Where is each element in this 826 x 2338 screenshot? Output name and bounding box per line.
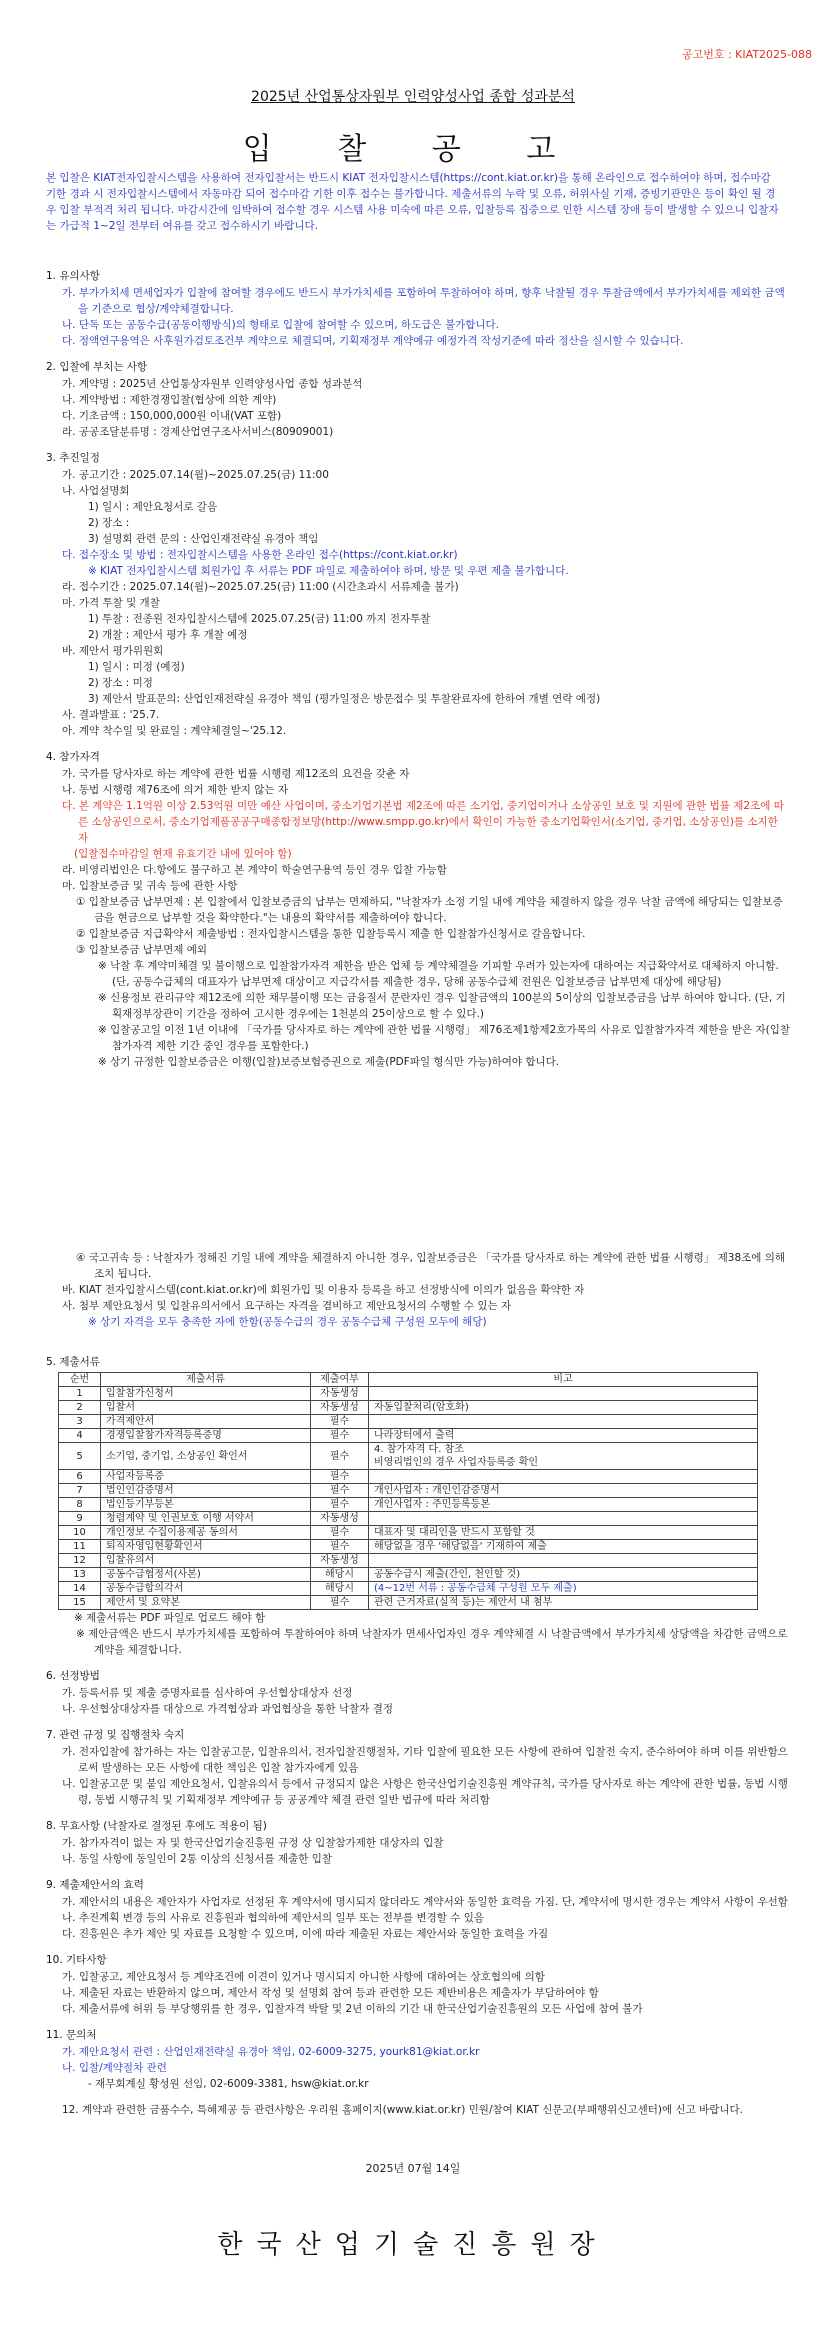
section-4-continued: [46, 1250, 791, 1330]
section-subitem: ③ 입찰보증금 납부면제 예외: [76, 944, 207, 956]
row-number-cell: 9: [59, 1512, 101, 1526]
remarks-cell: 자동입찰처리(암호화): [369, 1401, 758, 1415]
section-note: ※ 제출서류는 PDF 파일로 업로드 해야 함: [74, 1612, 266, 1624]
contact-item: 나. 입찰/계약절차 관련: [62, 2062, 167, 2074]
section-note: ※ KIAT 전자입찰시스템 회원가입 후 서류는 PDF 파일로 제출하여야 하며, 방문 및 우편 제출 불가합니다.: [88, 565, 569, 577]
document-name-cell: 청렴계약 및 인권보호 이행 서약서: [101, 1512, 311, 1526]
section-item: 아. 계약 착수일 및 완료일 : 계약체결일~'25.12.: [62, 725, 287, 737]
remarks-line: 비영리법인의 경우 사업자등록증 확인: [374, 1457, 539, 1468]
section-item: 가. 국가를 당사자로 하는 계약에 관한 법률 시행령 제12조의 요건을 갖춘 자: [62, 768, 410, 780]
remarks-cell: 개인사업자 : 개인인감증명서: [369, 1484, 758, 1498]
table-row: [59, 1512, 758, 1526]
section-note: (입찰접수마감일 현재 유효기간 내에 있어야 함): [74, 848, 292, 860]
section-item: 라. 접수기간 : 2025.07.14(월)~2025.07.25(금) 11:00 (시간초과시 서류제출 불가): [62, 581, 459, 593]
section-note: ※ 입찰공고일 이전 1년 이내에 「국가를 당사자로 하는 계약에 관한 법률 시행령」 제76조제1항제2호가목의 사유로 입찰참가자격 제한을 받은 자(입찰참가자격 제한 기간 중인 경우를 포함한다.): [98, 1024, 791, 1052]
remarks-cell: [369, 1415, 758, 1429]
notice-number: 공고번호 : KIAT2025-088: [681, 48, 812, 61]
remarks-cell: [369, 1443, 758, 1470]
section-item: 나. 동일 사항에 동일인이 2통 이상의 신청서를 제출한 입찰: [62, 1853, 333, 1865]
remarks-cell: [369, 1512, 758, 1526]
section-5: [46, 1354, 791, 1658]
table-row: [59, 1596, 758, 1610]
section-subitem: ② 입찰보증금 지급확약서 제출방법 : 전자입찰시스템을 통한 입찰등록시 제출 한 입찰참가신청서로 갈음합니다.: [76, 928, 586, 940]
section-item: 사. 결과발표 : '25.7.: [62, 709, 160, 721]
section-item: 사. 첨부 제안요청서 및 입찰유의서에서 요구하는 자격을 겸비하고 제안요청서의 수행할 수 있는 자: [62, 1300, 512, 1312]
column-header: 비고: [369, 1373, 758, 1387]
section-item: 나. 입찰공고문 및 붙임 제안요청서, 입찰유의서 등에서 규정되지 않은 사항은 한국산업기술진흥원 계약규칙, 국가를 당사자로 하는 계약에 관한 법률, 동법 시행령, 동법 시행규칙 및 기획재정부 계약예규 등 공공계약 체결 관련 일반 법규에 따라 처리함: [62, 1778, 788, 1806]
row-number-cell: 15: [59, 1596, 101, 1610]
table-row: [59, 1429, 758, 1443]
table-row: [59, 1470, 758, 1484]
table-row: [59, 1387, 758, 1401]
document-name-cell: 공동수급합의각서: [101, 1582, 311, 1596]
document-name-cell: 법인등기부등본: [101, 1498, 311, 1512]
issuer-name: 한국산업기술진흥원장: [217, 2230, 609, 2260]
section-block-bottom: [46, 1250, 791, 2118]
column-header: 제출여부: [311, 1373, 369, 1387]
section-subitem: 3) 설명회 관련 문의 : 산업인재전략실 유경아 책임: [88, 533, 319, 545]
submission-type-cell: 필수: [311, 1484, 369, 1498]
section-note: ※ 낙찰 후 계약미체결 및 불이행으로 입찰참가자격 제한을 받은 업체 등 계약체결을 기피할 우려가 있는자에 대하여는 지급확약서로 대체하지 아니함. (단, 공동수급체의 대표자가 납부면제 대상이고 지급각서를 제출한 경우, 당해 공동수급체 전원은 입찰보증금 납부면제 대상에 해당됨): [98, 960, 779, 988]
section-subitem: 1) 일시 : 미정 (예정): [88, 661, 185, 673]
section-note: ※ 상기 자격을 모두 충족한 자에 한함(공동수급의 경우 공동수급체 구성원 모두에 해당): [88, 1316, 487, 1328]
section-subitem: 1) 투찰 : 전종원 전자입찰시스템에 2025.07.25(금) 11:00 까지 전자투찰: [88, 613, 431, 625]
section-11: [46, 2027, 791, 2092]
submission-type-cell: 필수: [311, 1596, 369, 1610]
table-row: [59, 1582, 758, 1596]
section-item: 가. 부가가치세 면세업자가 입찰에 참여할 경우에도 반드시 부가가치세를 포함하여 투찰하여야 하며, 향후 낙찰될 경우 투찰금액에서 부가가치세를 제외한 금액을 기준으로 협상/계약체결합니다.: [62, 287, 785, 315]
section-heading: 11. 문의처: [46, 2029, 97, 2041]
section-heading: 1. 유의사항: [46, 270, 100, 282]
section-item: 다. 기초금액 : 150,000,000원 이내(VAT 포함): [62, 410, 282, 422]
document-name-cell: 가격제안서: [101, 1415, 311, 1429]
section-note: ※ 신용정보 관리규약 제12조에 의한 채무불이행 또는 금융질서 문란자인 경우 입찰금액의 100분의 5이상의 입찰보증금을 납부 하여야 합니다. (단, 기획재정부장관이 기간을 정하여 고시한 경우에는 1천분의 25이상으로 할 수 있다.): [98, 992, 786, 1020]
section-item: 나. 우선협상대상자를 대상으로 가격협상과 과업협상을 통한 낙찰자 결정: [62, 1703, 393, 1715]
document-name-cell: 개인정보 수집이용제공 동의서: [101, 1526, 311, 1540]
submission-type-cell: 자동생성: [311, 1554, 369, 1568]
document-name-cell: 입찰서: [101, 1401, 311, 1415]
section-2: [46, 359, 791, 440]
remarks-cell: [369, 1470, 758, 1484]
section-1: [46, 268, 791, 349]
notice-date: 2025년 07월 14일: [365, 2162, 461, 2175]
section-item: 가. 등록서류 및 제출 증명자료를 심사하여 우선협상대상자 선정: [62, 1687, 353, 1699]
table-row: [59, 1498, 758, 1512]
table-body: [59, 1387, 758, 1610]
document-name-cell: 사업자등록증: [101, 1470, 311, 1484]
submission-type-cell: 자동생성: [311, 1401, 369, 1415]
section-item: 라. 공공조달분류명 : 경제산업연구조사서비스(80909001): [62, 426, 334, 438]
table-row: [59, 1443, 758, 1470]
section-subitem: 1) 일시 : 제안요청서로 갈음: [88, 501, 218, 513]
table-row: [59, 1415, 758, 1429]
section-item: 나. 추진계획 변경 등의 사유로 진흥원과 협의하에 제안서의 일부 또는 전부를 변경할 수 있음: [62, 1912, 485, 1924]
submission-type-cell: 필수: [311, 1415, 369, 1429]
section-8: [46, 1818, 791, 1867]
row-number-cell: 12: [59, 1554, 101, 1568]
contact-subitem: - 재무회계실 황성원 선임, 02-6009-3381, hsw@kiat.or.kr: [88, 2078, 369, 2090]
document-name-cell: 입찰참가신청서: [101, 1387, 311, 1401]
section-item: 가. 공고기간 : 2025.07.14(월)~2025.07.25(금) 11:00: [62, 469, 329, 481]
section-heading: 3. 추진일정: [46, 452, 100, 464]
remarks-line: 4. 참가자격 다. 참조: [374, 1444, 464, 1455]
remarks-cell: [369, 1387, 758, 1401]
section-item: 다. 제출서류에 허위 등 부당행위를 한 경우, 입찰자격 박탈 및 2년 이하의 기간 내 한국산업기술진흥원의 모든 사업에 참여 불가: [62, 2003, 643, 2015]
section-item: 나. 사업설명회: [62, 485, 130, 497]
document-name-cell: 소기업, 중기업, 소상공인 확인서: [101, 1443, 311, 1470]
row-number-cell: 6: [59, 1470, 101, 1484]
section-heading: 5. 제출서류: [46, 1356, 100, 1368]
submission-type-cell: 필수: [311, 1526, 369, 1540]
remarks-cell: [369, 1554, 758, 1568]
remarks-cell: 공동수급시 제출(간인, 천인할 것): [369, 1568, 758, 1582]
section-10: [46, 1952, 791, 2017]
document-name-cell: 경쟁입찰참가자격등록증명: [101, 1429, 311, 1443]
section-heading: 8. 무효사항 (낙찰자로 결정된 후에도 적용이 됨): [46, 1820, 267, 1832]
section-item: 마. 가격 투찰 및 개찰: [62, 597, 160, 609]
section-subitem: 2) 개찰 : 제안서 평가 후 개찰 예정: [88, 629, 248, 641]
section-heading: 6. 선정방법: [46, 1670, 100, 1682]
submission-type-cell: 자동생성: [311, 1387, 369, 1401]
remarks-cell: 관련 근거자료(실적 등)는 제안서 내 첨부: [369, 1596, 758, 1610]
section-heading: 10. 기타사항: [46, 1954, 107, 1966]
section-heading: 4. 참가자격: [46, 751, 100, 763]
section-9: [46, 1877, 791, 1942]
section-item: 바. 제안서 평가위원회: [62, 645, 164, 657]
submission-type-cell: 자동생성: [311, 1512, 369, 1526]
row-number-cell: 1: [59, 1387, 101, 1401]
submission-type-cell: 필수: [311, 1429, 369, 1443]
row-number-cell: 8: [59, 1498, 101, 1512]
section-item: 바. KIAT 전자입찰시스템(cont.kiat.or.kr)에 회원가입 및 이용자 등록을 하고 선정방식에 이의가 없음을 확약한 자: [62, 1284, 585, 1296]
contact-item: 가. 제안요청서 관련 : 산업인재전략실 유경아 책임, 02-6009-3275, yourk81@kiat.or.kr: [62, 2046, 480, 2058]
submission-type-cell: 해당시: [311, 1568, 369, 1582]
document-name-cell: 법인인감증명서: [101, 1484, 311, 1498]
table-header-row: [59, 1373, 758, 1387]
section-item: 다. 접수장소 및 방법 : 전자입찰시스템을 사용한 온라인 접수(https://cont.kiat.or.kr): [62, 549, 458, 561]
remarks-cell: 개인사업자 : 주민등록등본: [369, 1498, 758, 1512]
document-name-cell: 제안서 및 요약본: [101, 1596, 311, 1610]
section-item: 가. 전자입찰에 참가하는 자는 입찰공고문, 입찰유의서, 전자입찰진행절차, 기타 입찰에 필요한 모든 사항에 관하여 입찰전 숙지, 준수하여야 하며 이를 위반함으로써 발생하는 모든 사항에 대한 책임은 입찰 참가자에게 있음: [62, 1746, 788, 1774]
remarks-cell: (4~12번 서류 : 공동수급체 구성원 모두 제출): [369, 1582, 758, 1596]
row-number-cell: 5: [59, 1443, 101, 1470]
submission-type-cell: 필수: [311, 1443, 369, 1470]
section-subitem: ① 입찰보증금 납부면제 : 본 입찰에서 입찰보증금의 납부는 면제하되, "낙찰자가 소정 기일 내에 계약을 체결하지 않을 경우 낙찰 금액에 해당되는 입찰보증금을 현금으로 납부할 것을 확약한다."는 내용의 확약서를 제출하여야 합니다.: [76, 896, 783, 924]
section-item: 나. 단독 또는 공동수급(공동이행방식)의 형태로 입찰에 참여할 수 있으며, 하도급은 불가합니다.: [62, 319, 500, 331]
section-item: 가. 입찰공고, 제안요청서 등 계약조건에 이견이 있거나 명시되지 아니한 사항에 대하여는 상호협의에 의함: [62, 1971, 545, 1983]
document-name-cell: 퇴직자영입현황확인서: [101, 1540, 311, 1554]
row-number-cell: 4: [59, 1429, 101, 1443]
row-number-cell: 11: [59, 1540, 101, 1554]
row-number-cell: 14: [59, 1582, 101, 1596]
table-row: [59, 1540, 758, 1554]
section-item: 다. 본 계약은 1.1억원 이상 2.53억원 미만 예산 사업이며, 중소기업기본법 제2조에 따른 소기업, 중기업이거나 소상공인 보호 및 지원에 관한 법률 제2조에 따른 소상공인으로서, 중소기업제품공공구매종합정보망(http://www.smpp.go.kr)에서 확인이 가능한 중소기업확인서(소기업, 중기업, 소상공인)를 소지한 자: [62, 800, 784, 844]
section-item: 라. 비영리법인은 다.항에도 불구하고 본 계약이 학술연구용역 등인 경우 입찰 가능함: [62, 864, 447, 876]
page-title: 입 찰 공 고: [242, 132, 584, 167]
section-7: [46, 1727, 791, 1808]
section-note: ※ 제안금액은 반드시 부가가치세를 포함하여 투찰하여야 하며 낙찰자가 면세사업자인 경우 계약체결 시 낙찰금액에서 부가가치세 상당액을 차감한 금액으로 계약을 체결합니다.: [76, 1628, 788, 1656]
table-row: [59, 1554, 758, 1568]
section-subitem: 2) 장소 : 미정: [88, 677, 153, 689]
document-title: 2025년 산업통상자원부 인력양성사업 종합 성과분석: [251, 89, 575, 105]
intro-paragraph: 본 입찰은 KIAT전자입찰시스템을 사용하여 전자입찰서는 반드시 KIAT 전자입찰시스템(https://cont.kiat.or.kr)을 통해 온라인으로 접수하여야 하며, 접수마감 기한 경과 시 전자입찰시스템에서 자동마감 되어 접수마감 기한 이후 접수는 불가합니다. 제출서류의 누락 및 오류, 허위사실 기재, 증빙기관만은 등이 확인 될 경우 입찰 부적격 처리 됩니다. 마감시간에 임박하여 접수할 경우 시스템 사용 미숙에 따른 오류, 입찰등록 집중으로 인한 시스템 장애 등이 발생할 수 있으니 입찰자는 가급적 1~2일 전부터 여유를 갖고 접수하시기 바랍니다.: [46, 172, 779, 232]
section-12: [46, 2102, 791, 2118]
section-item: 다. 정액연구용역은 사후원가검토조건부 계약으로 체결되며, 기획재정부 계약예규 예정가격 작성기준에 따라 정산을 실시할 수 있습니다.: [62, 335, 684, 347]
column-header: 제출서류: [101, 1373, 311, 1387]
table-row: [59, 1568, 758, 1582]
section-note: ※ 상기 규정한 입찰보증금은 이행(입찰)보증보험증권으로 제출(PDF파일 형식만 가능)하여야 합니다.: [98, 1056, 560, 1068]
section-item: 가. 계약명 : 2025년 산업통상자원부 인력양성사업 종합 성과분석: [62, 378, 363, 390]
row-number-cell: 2: [59, 1401, 101, 1415]
section-heading: 2. 입찰에 부치는 사항: [46, 361, 148, 373]
section-subitem: ④ 국고귀속 등 : 낙찰자가 정해진 기일 내에 계약을 체결하지 아니한 경우, 입찰보증금은 「국가를 당사자로 하는 계약에 관한 법률 시행령」 제38조에 의해 조치 됩니다.: [76, 1252, 786, 1280]
document-name-cell: 공동수급협정서(사본): [101, 1568, 311, 1582]
section-heading: 9. 제출제안서의 효력: [46, 1879, 144, 1891]
row-number-cell: 7: [59, 1484, 101, 1498]
section-item: 나. 계약방법 : 제한경쟁입찰(협상에 의한 계약): [62, 394, 277, 406]
row-number-cell: 3: [59, 1415, 101, 1429]
table-row: [59, 1401, 758, 1415]
submission-type-cell: 필수: [311, 1540, 369, 1554]
section-subitem: 3) 제안서 발표문의: 산업인재전략실 유경아 책임 (평가일정은 방문접수 및 투찰완료자에 한하여 개별 연락 예정): [88, 693, 601, 705]
section-3: [46, 450, 791, 739]
submission-type-cell: 해당시: [311, 1582, 369, 1596]
table-row: [59, 1484, 758, 1498]
column-header: 순번: [59, 1373, 101, 1387]
table-row: [59, 1526, 758, 1540]
documents-table: [58, 1372, 758, 1610]
section-item: 가. 제안서의 내용은 제안자가 사업자로 선정된 후 계약서에 명시되지 않더라도 계약서와 동일한 효력을 가짐. 단, 계약서에 명시한 경우는 계약서 사항이 우선함: [62, 1896, 788, 1908]
remarks-cell: 나라장터에서 출력: [369, 1429, 758, 1443]
section-6: [46, 1668, 791, 1717]
section-item: 나. 제출된 자료는 반환하지 않으며, 제안서 작성 및 설명회 참여 등과 관련한 모든 제반비용은 제출자가 부담하여야 함: [62, 1987, 599, 1999]
section-item: 가. 참가자격이 없는 자 및 한국산업기술진흥원 규정 상 입찰참가제한 대상자의 입찰: [62, 1837, 444, 1849]
row-number-cell: 10: [59, 1526, 101, 1540]
section-subitem: 2) 장소 :: [88, 517, 130, 529]
section-4: [46, 749, 791, 1070]
remarks-cell: 해당없을 경우 '해당없음' 기재하여 제출: [369, 1540, 758, 1554]
section-item: 나. 동법 시행령 제76조에 의거 제한 받지 않는 자: [62, 784, 288, 796]
row-number-cell: 13: [59, 1568, 101, 1582]
submission-type-cell: 필수: [311, 1498, 369, 1512]
section-item: 다. 진흥원은 추가 제안 및 자료를 요청할 수 있으며, 이에 따라 제출된 자료는 제안서와 동일한 효력을 가짐: [62, 1928, 549, 1940]
section-heading: 7. 관련 규정 및 집행절차 숙지: [46, 1729, 185, 1741]
section-block-top: [46, 258, 791, 1070]
submission-type-cell: 필수: [311, 1470, 369, 1484]
remarks-cell: 대표자 및 대리인을 반드시 포함할 것: [369, 1526, 758, 1540]
section-item: 마. 입찰보증금 및 귀속 등에 관한 사항: [62, 880, 238, 892]
section-heading: 12. 계약과 관련한 금품수수, 특혜제공 등 관련사항은 우리원 홈페이지(www.kiat.or.kr) 민원/참여 KIAT 신문고(부패행위신고센터)에 신고 바랍니다.: [62, 2104, 743, 2116]
document-name-cell: 입찰유의서: [101, 1554, 311, 1568]
